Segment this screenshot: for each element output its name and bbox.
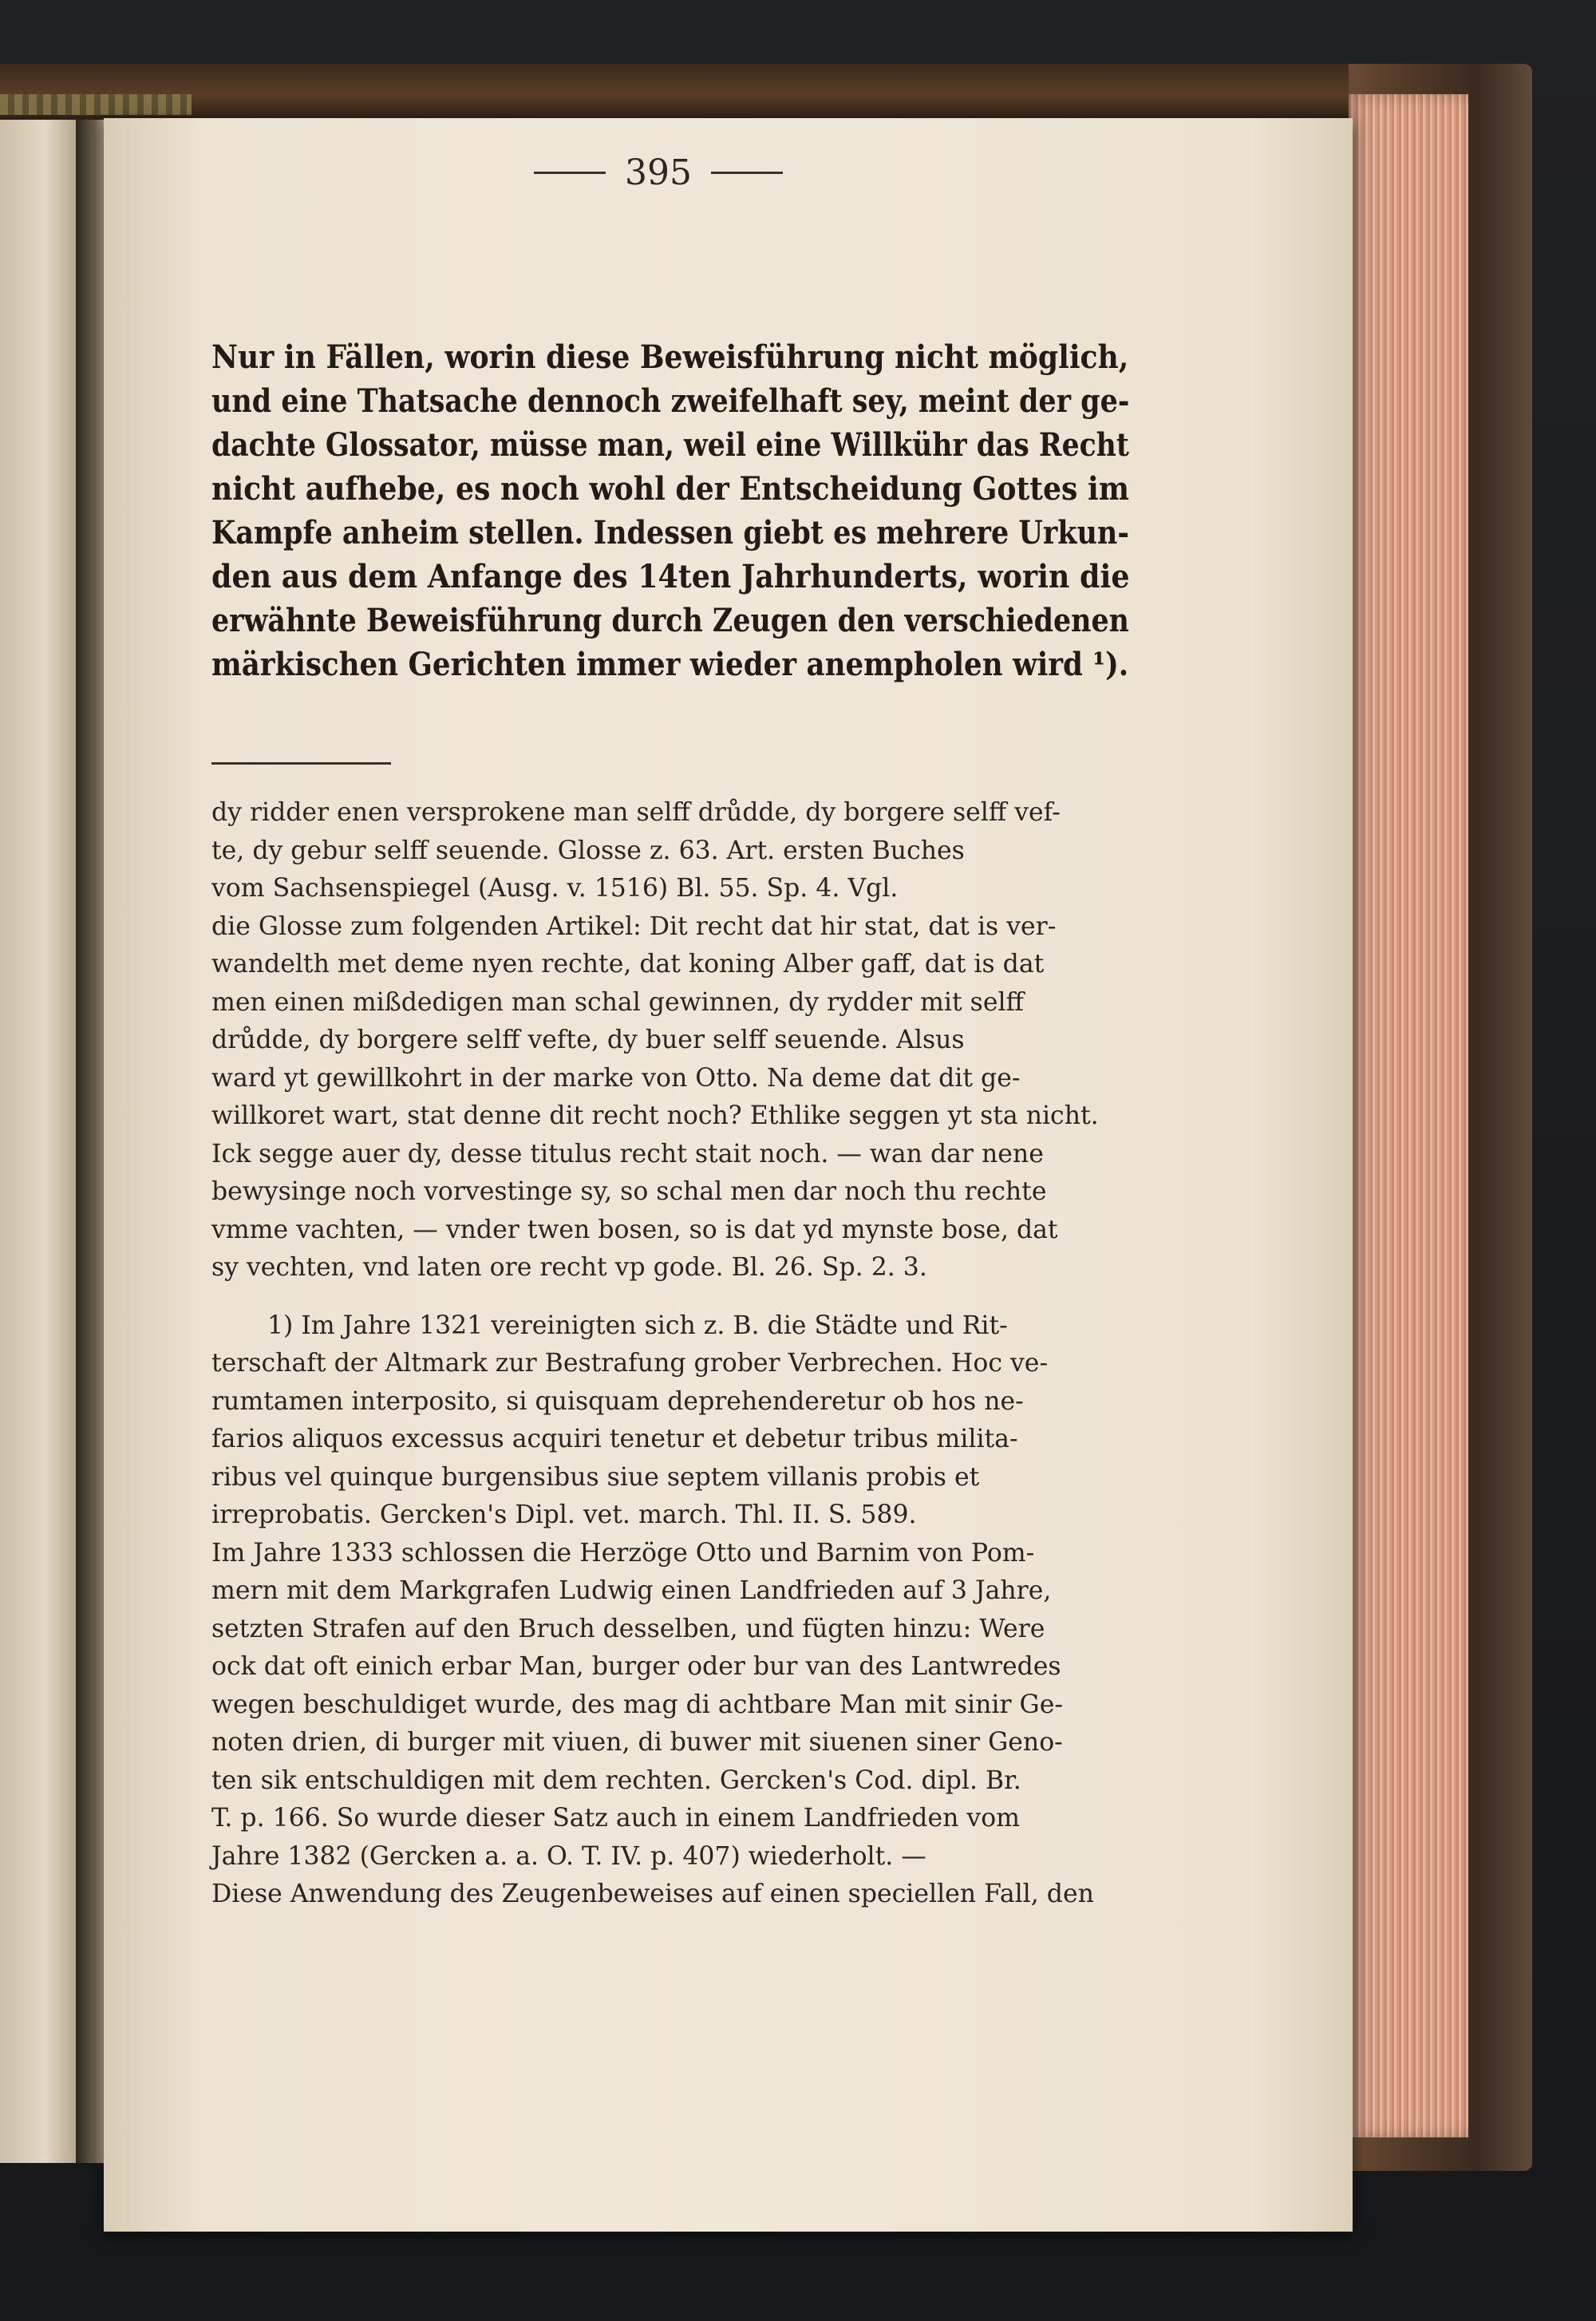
main-line: Nur in Fällen, worin diese Beweisführung nicht möglich, [211, 338, 1129, 376]
footnote-line: Im Jahre 1333 schlossen die Herzöge Otto und Barnim von Pom- [211, 1538, 1035, 1568]
footnote-line: ock dat oft einich erbar Man, burger oder bur van des Lantwredes [211, 1652, 1061, 1681]
footnote-line: irreprobatis. Gercken's Dipl. vet. march. Thl. II. S. 589. [211, 1501, 917, 1529]
footnote-line: T. p. 166. So wurde dieser Satz auch in einem Landfrieden vom [211, 1804, 1021, 1833]
footnote-line: ward yt gewillkohrt in der marke von Otto. Na deme dat dit ge- [211, 1063, 1021, 1093]
footnote-line: noten drien, di burger mit viuen, di buwer mit siuenen siner Geno- [211, 1728, 1063, 1757]
main-line: erwähnte Beweisführung durch Zeugen den verschiedenen [211, 602, 1129, 639]
footnote-line: ten sik entschuldigen mit dem rechten. Gercken's Cod. dipl. Br. [211, 1765, 1021, 1795]
footnote-gap [211, 1287, 1129, 1307]
main-line: und eine Thatsache dennoch zweifelhaft sey, meint der ge- [211, 382, 1130, 420]
footnote-line: willkoret wart, stat denne dit recht noch? Ethlike seggen yt sta nicht. [211, 1101, 1099, 1130]
footnote-line: wandelth met deme nyen rechte, dat koning Alber gaff, dat is dat [211, 950, 1045, 979]
footnote-line: die Glosse zum folgenden Artikel: Dit recht dat hir stat, dat is ver- [211, 911, 1057, 941]
page-number: 395 [625, 152, 692, 193]
left-page-sliver [0, 120, 76, 2163]
book-gutter [76, 120, 108, 2163]
footnote-line: wegen beschuldiget wurde, des mag di achtbare Man mit sinir Ge- [211, 1690, 1063, 1719]
book-cover-top-edge [0, 64, 1500, 120]
gilt-spine-decoration [0, 94, 192, 115]
footnote-line: Ick segge auer dy, desse titulus recht stait noch. — wan dar nene [211, 1139, 1044, 1168]
footnote-line: rumtamen interposito, si quisquam deprehenderetur ob hos ne- [211, 1386, 1024, 1416]
footnote-line: mern mit dem Markgrafen Ludwig einen Landfrieden auf 3 Jahre, [211, 1576, 1052, 1605]
footnote-line: drůdde, dy borgere selff vefte, dy buer selff seuende. Alsus [211, 1026, 965, 1054]
header-rule-left [534, 172, 606, 174]
footnote-line: Jahre 1382 (Gercken a. a. O. T. IV. p. 407) wiederholt. — [211, 1841, 926, 1871]
main-line: dachte Glossator, müsse man, weil eine Willkühr das Recht [211, 426, 1129, 464]
footnotes [211, 794, 1129, 1914]
footnote-line: sy vechten, vnd laten ore recht vp gode. Bl. 26. Sp. 2. 3. [211, 1253, 927, 1282]
footnote-line: 1) Im Jahre 1321 vereinigten sich z. B. die Städte und Rit- [267, 1311, 1008, 1340]
main-line: Kampfe anheim stellen. Indessen giebt es mehrere Urkun- [211, 514, 1129, 552]
footnote-line: te, dy gebur selff seuende. Glosse z. 63. Art. ersten Buches [211, 836, 965, 865]
page-header [511, 148, 806, 196]
main-paragraph [211, 335, 1129, 686]
footnote-line: dy ridder enen versprokene man selff drůdde, dy borgere selff vef- [211, 798, 1061, 827]
footnote-line: Diese Anwendung des Zeugenbeweises auf einen speciellen Fall, den [211, 1880, 1094, 1908]
footnote-line: men einen mißdedigen man schal gewinnen, dy rydder mit selff [211, 987, 1024, 1017]
footnote-line: terschaft der Altmark zur Bestrafung grober Verbrechen. Hoc ve- [211, 1349, 1049, 1378]
page-edges-red [1349, 94, 1468, 2137]
main-line: den aus dem Anfange des 14ten Jahrhunderts, worin die [211, 558, 1130, 595]
footnote-line: bewysinge noch vorvestinge sy, so schal men dar noch thu rechte [211, 1177, 1047, 1206]
footnote-line: ribus vel quinque burgensibus siue septem villanis probis et [211, 1462, 980, 1492]
footnote-line: vmme vachten, — vnder twen bosen, so is dat yd mynste bose, dat [211, 1215, 1058, 1244]
footnote-separator [211, 762, 391, 765]
footnote-line: vom Sachsenspiegel (Ausg. v. 1516) Bl. 55. Sp. 4. Vgl. [211, 874, 899, 903]
header-rule-right [711, 172, 783, 174]
footnote-line: setzten Strafen auf den Bruch desselben, und fügten hinzu: Were [211, 1614, 1045, 1643]
footnote-line: farios aliquos excessus acquiri tenetur et debetur tribus milita- [211, 1425, 1018, 1453]
main-line: märkischen Gerichten immer wieder anempholen wird ¹). [211, 646, 1129, 683]
main-line: nicht aufhebe, es noch wohl der Entscheidung Gottes im [211, 470, 1130, 508]
